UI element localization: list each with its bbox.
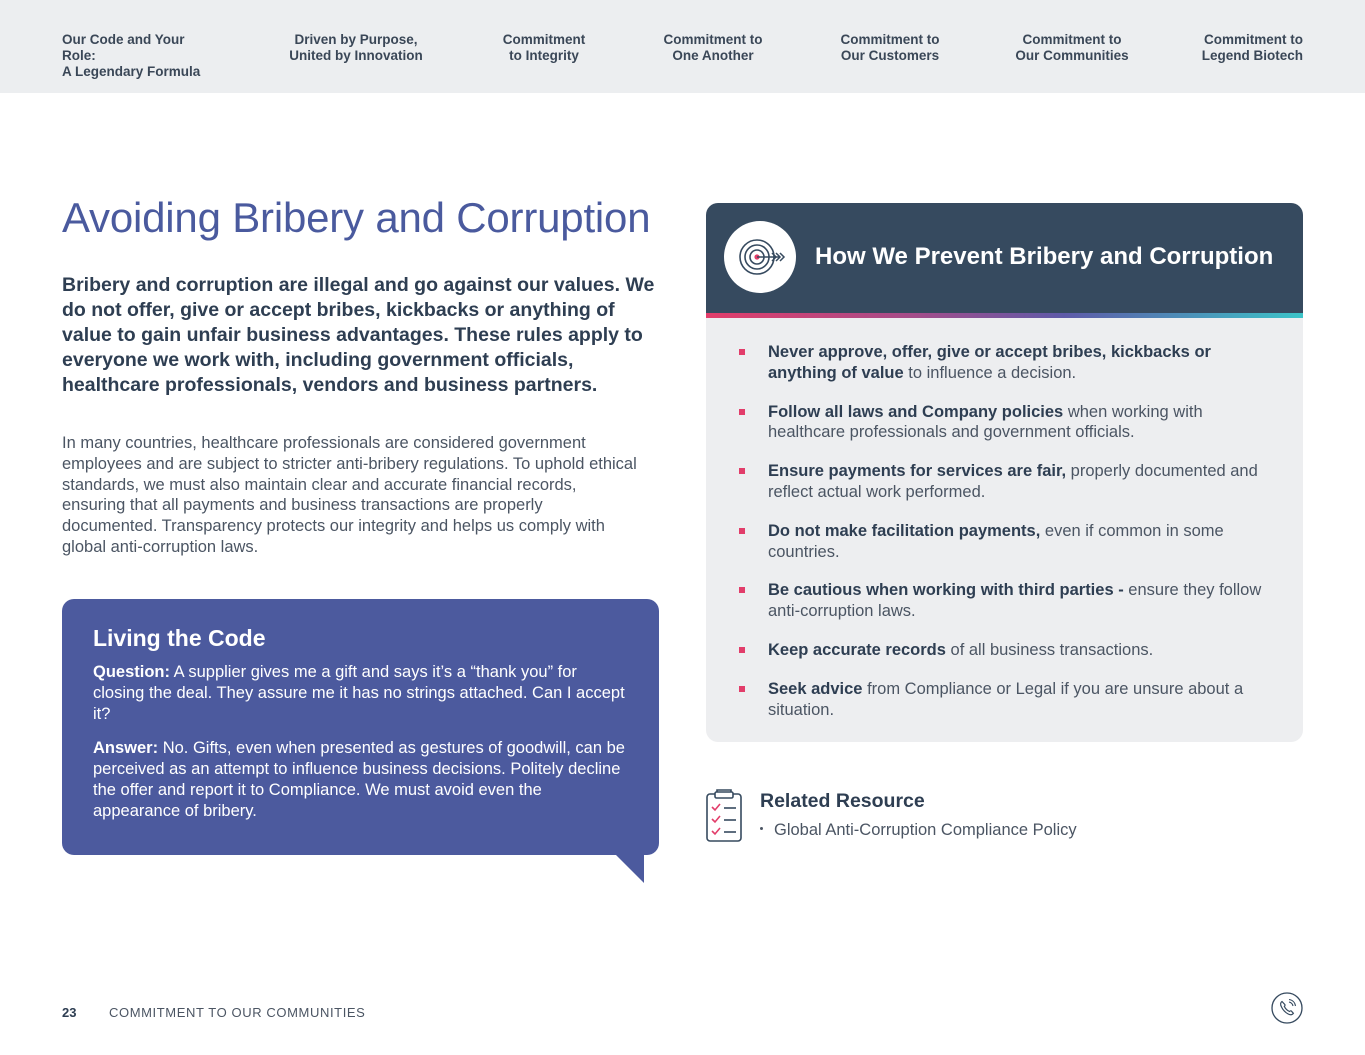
nav-item-integrity[interactable]: Commitment to Integrity xyxy=(502,32,586,63)
prevent-card-title: How We Prevent Bribery and Corruption xyxy=(815,243,1274,270)
list-item-text: of all business transactions. xyxy=(945,640,1154,659)
list-item-bold: Be cautious when working with third parties - xyxy=(768,581,1124,600)
living-the-code-callout xyxy=(62,599,659,855)
question-label: Question: xyxy=(93,663,170,681)
list-item xyxy=(736,580,1276,622)
bullet-dot-icon xyxy=(760,827,763,830)
related-resource-link[interactable] xyxy=(760,821,1077,840)
nav-item-our-code[interactable]: Our Code and Your Role: A Legendary Formula xyxy=(62,32,201,79)
nav-item-legend-biotech[interactable]: Commitment to Legend Biotech xyxy=(1201,32,1303,63)
list-item xyxy=(736,521,1276,563)
prevent-card xyxy=(706,203,1303,742)
body-paragraph: In many countries, healthcare professionals are considered government employees and are subject to stricter anti-bribery regulations. To uphold ethical standards, we must also maintain clear and accurate financial records, ensuring that all payments and business transactions are properly documented. Transparency protects our integrity and helps us comply with global anti-corruption laws. xyxy=(62,434,637,556)
page-title: Avoiding Bribery and Corruption xyxy=(62,194,651,241)
related-resource-title: Related Resource xyxy=(760,790,925,812)
bullet-square-icon xyxy=(739,587,745,593)
clipboard-checklist-icon xyxy=(704,788,744,844)
living-answer xyxy=(93,738,629,821)
bullet-square-icon xyxy=(739,528,745,534)
list-item-bold: Follow all laws and Company policies xyxy=(768,402,1064,421)
answer-text: No. Gifts, even when presented as gestures of goodwill, can be perceived as an attempt to influence business decisions. Politely decline the offer and report it to Compliance. We must avoid even the appearance of bribery. xyxy=(93,739,625,820)
list-item xyxy=(736,640,1276,661)
list-item-text: from Compliance or Legal if you are unsure about a situation. xyxy=(768,679,1244,719)
bullet-square-icon xyxy=(739,409,745,415)
list-item xyxy=(736,402,1276,444)
footer-section-label: COMMITMENT TO OUR COMMUNITIES xyxy=(109,1005,366,1020)
lead-paragraph: Bribery and corruption are illegal and go against our values. We do not offer, give or accept bribes, kickbacks or anything of value to gain unfair business advantages. These rules apply to everyone we work with, including government officials, healthcare professionals, vendors and business partners. xyxy=(62,274,655,396)
related-resource-text: Global Anti-Corruption Compliance Policy xyxy=(774,821,1077,839)
speech-bubble-tail xyxy=(614,853,644,883)
list-item xyxy=(736,461,1276,503)
bullet-square-icon xyxy=(739,686,745,692)
list-item xyxy=(736,679,1276,721)
prevent-list xyxy=(736,342,1276,738)
list-item-bold: Seek advice xyxy=(768,679,863,698)
list-item-bold: Ensure payments for services are fair, xyxy=(768,462,1067,481)
bullet-square-icon xyxy=(739,647,745,653)
top-navigation xyxy=(0,0,1365,93)
nav-item-one-another[interactable]: Commitment to One Another xyxy=(663,32,763,63)
gradient-divider xyxy=(706,313,1303,318)
nav-item-driven-by-purpose[interactable]: Driven by Purpose, United by Innovation xyxy=(289,32,423,63)
nav-item-customers[interactable]: Commitment to Our Customers xyxy=(840,32,940,63)
bullet-square-icon xyxy=(739,468,745,474)
list-item-bold: Do not make facilitation payments, xyxy=(768,521,1041,540)
list-item-text: ensure they follow anti-corruption laws. xyxy=(768,581,1262,621)
answer-label: Answer: xyxy=(93,739,159,758)
list-item-bold: Never approve, offer, give or accept bribes, kickbacks or anything of value xyxy=(768,343,1211,382)
living-the-code-heading: Living the Code xyxy=(93,625,266,651)
question-text: A supplier gives me a gift and says it’s a “thank you” for closing the deal. They assure me it has no strings attached. Can I accept it? xyxy=(93,663,625,723)
list-item-text: to influence a decision. xyxy=(903,363,1077,382)
nav-item-communities[interactable]: Commitment to Our Communities xyxy=(1015,32,1129,63)
list-item xyxy=(736,342,1276,384)
living-question xyxy=(93,662,629,724)
list-item-text: when working with healthcare professionals and government officials. xyxy=(768,402,1203,442)
list-item-text: properly documented and reflect actual work performed. xyxy=(768,462,1258,501)
list-item-bold: Keep accurate records xyxy=(768,640,946,659)
phone-icon[interactable] xyxy=(1271,992,1303,1024)
target-icon xyxy=(724,221,796,293)
page-number: 23 xyxy=(62,1005,77,1020)
bullet-square-icon xyxy=(739,349,745,355)
list-item-text: even if common in some countries. xyxy=(768,521,1224,561)
